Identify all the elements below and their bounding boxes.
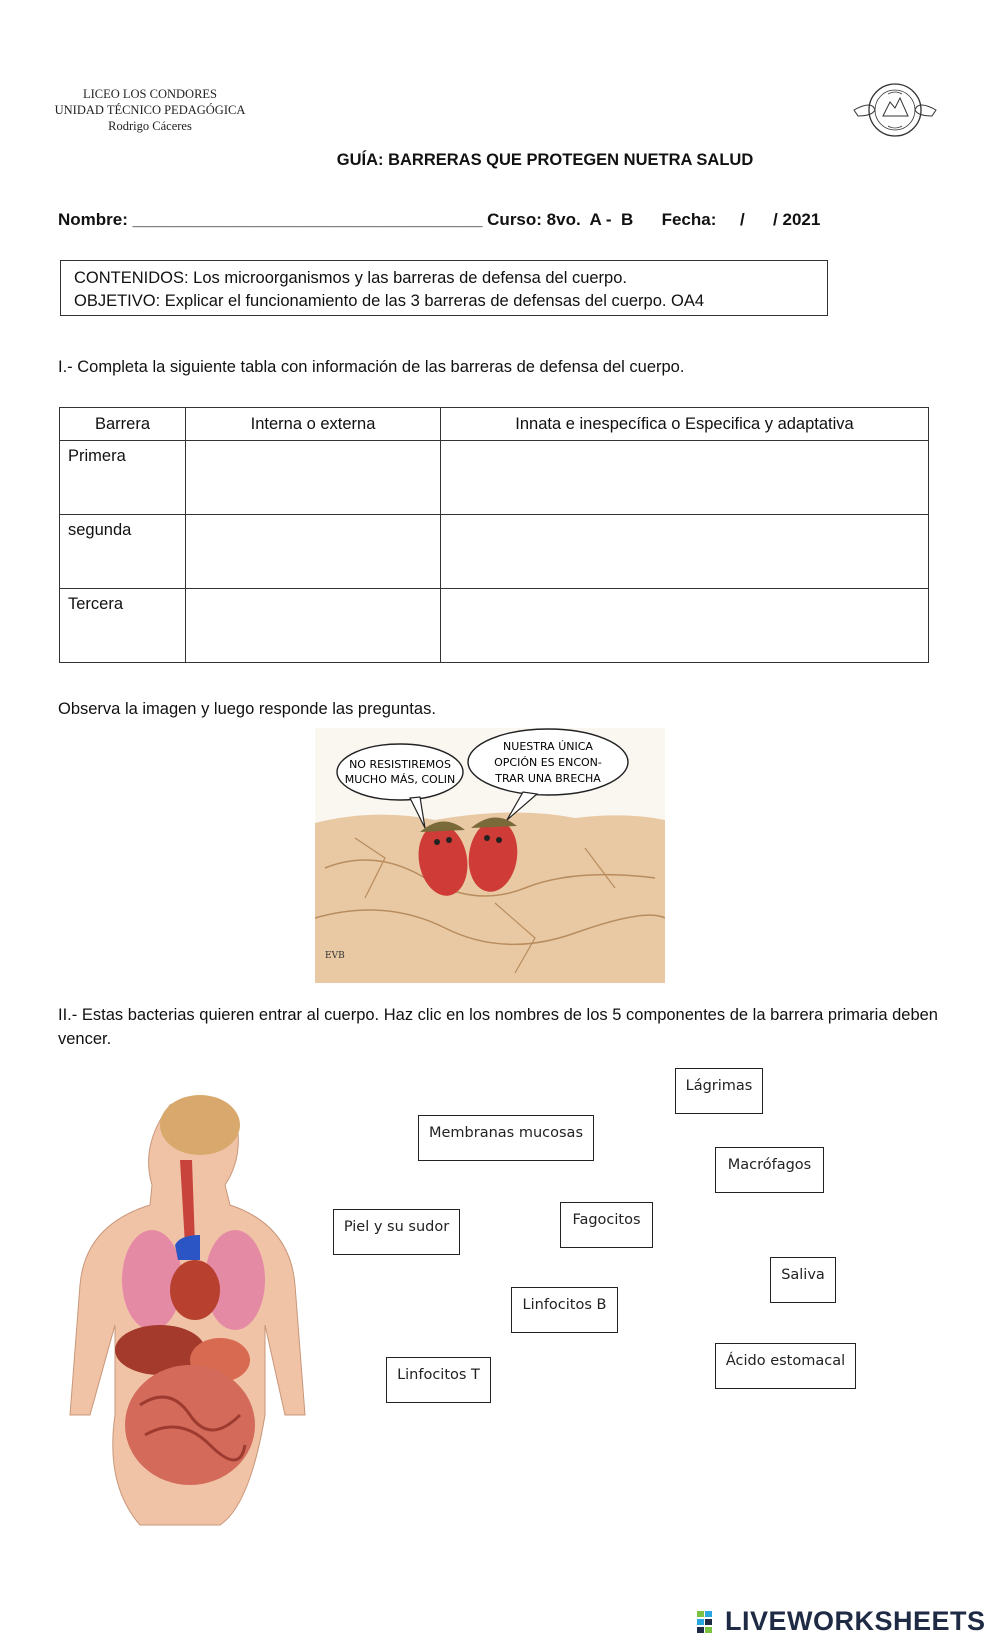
table-header: Innata e inespecífica o Especifica y adaptativa	[441, 408, 929, 441]
objetivo-text: OBJETIVO: Explicar el funcionamiento de las 3 barreras de defensas del cuerpo. OA4	[74, 292, 705, 310]
option-linfocitos-b[interactable]: Linfocitos B	[511, 1287, 618, 1333]
school-header	[50, 86, 250, 134]
footer-brand: LIVEWORKSHEETS	[725, 1606, 986, 1636]
table-row	[60, 589, 929, 663]
row-label: segunda	[60, 515, 186, 589]
page-title: GUÍA: BARRERAS QUE PROTEGEN NUETRA SALUD	[336, 151, 754, 169]
option-lagrimas[interactable]: Lágrimas	[675, 1068, 763, 1114]
answer-cell[interactable]	[186, 589, 441, 663]
option-membranas-mucosas[interactable]: Membranas mucosas	[418, 1115, 594, 1161]
answer-cell[interactable]	[186, 515, 441, 589]
contenidos-text: CONTENIDOS: Los microorganismos y las barreras de defensa del cuerpo.	[74, 269, 627, 287]
table-header: Interna o externa	[186, 408, 441, 441]
table-header: Barrera	[60, 408, 186, 441]
bacteria-cartoon	[315, 728, 665, 983]
section1-instruction: I.- Completa la siguiente tabla con información de las barreras de defensa del cuerpo.	[58, 358, 685, 376]
answer-cell[interactable]	[441, 589, 929, 663]
option-acido-estomacal[interactable]: Ácido estomacal	[715, 1343, 856, 1389]
answer-cell[interactable]	[441, 515, 929, 589]
option-linfocitos-t[interactable]: Linfocitos T	[386, 1357, 491, 1403]
bubble-right-line: OPCIÓN ES ENCON-	[494, 756, 602, 769]
cartoon-signature: EVB	[325, 951, 345, 961]
row-label: Primera	[60, 441, 186, 515]
bubble-right-line: NUESTRA ÚNICA	[503, 740, 593, 753]
bubble-left-line: NO RESISTIREMOS	[349, 758, 451, 771]
row-label: Tercera	[60, 589, 186, 663]
option-macrofagos[interactable]: Macrófagos	[715, 1147, 824, 1193]
student-info-line: Nombre: _____________________________________ Curso: 8vo. A - B Fecha: / / 2021	[58, 210, 821, 229]
human-body-anatomy	[60, 1085, 310, 1530]
table-row	[60, 515, 929, 589]
liveworksheets-logo-icon	[697, 1611, 721, 1633]
option-piel-y-su-sudor[interactable]: Piel y su sudor	[333, 1209, 460, 1255]
section2-instruction: II.- Estas bacterias quieren entrar al cuerpo. Haz clic en los nombres de los 5 componentes de la barrera primaria deben vencer.	[58, 1006, 938, 1048]
answer-cell[interactable]	[186, 441, 441, 515]
school-author: Rodrigo Cáceres	[108, 119, 192, 133]
bubble-right-line: TRAR UNA BRECHA	[495, 772, 601, 785]
barriers-table	[59, 407, 929, 663]
school-name: LICEO LOS CONDORES	[82, 87, 218, 101]
observe-instruction: Observa la imagen y luego responde las preguntas.	[58, 700, 436, 718]
bubble-left-line: MUCHO MÁS, COLIN	[344, 773, 456, 786]
option-saliva[interactable]: Saliva	[770, 1257, 836, 1303]
answer-cell[interactable]	[441, 441, 929, 515]
table-row	[60, 441, 929, 515]
option-fagocitos[interactable]: Fagocitos	[560, 1202, 653, 1248]
school-unit: UNIDAD TÉCNICO PEDAGÓGICA	[54, 103, 246, 117]
content-box	[60, 260, 828, 316]
table-header-row	[60, 408, 929, 441]
school-logo-icon	[850, 80, 940, 144]
